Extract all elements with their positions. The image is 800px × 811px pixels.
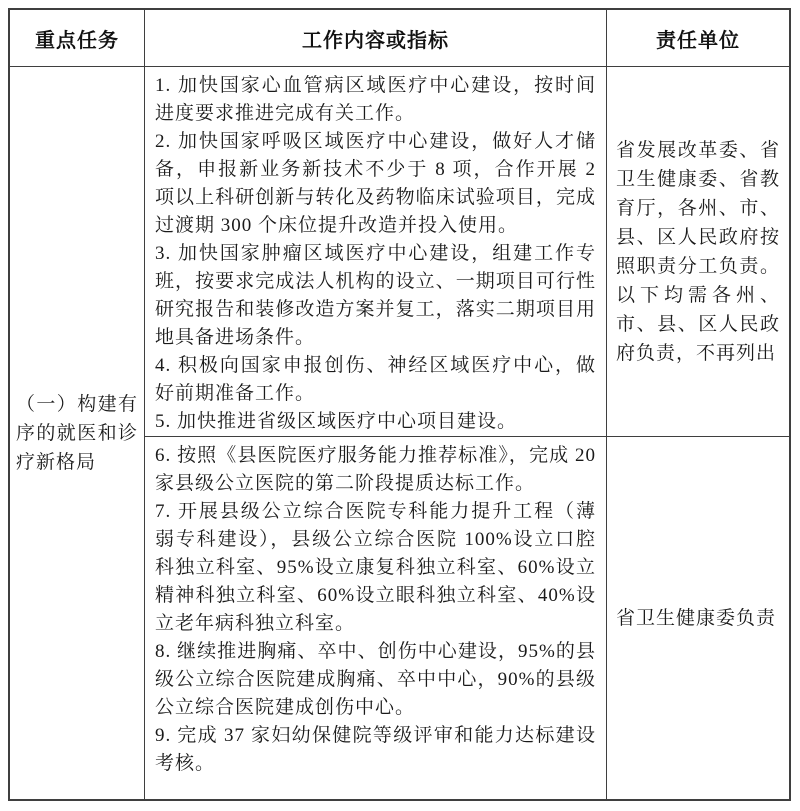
- work-item-4: 4. 积极向国家申报创伤、神经区域医疗中心，做好前期准备工作。: [155, 355, 596, 404]
- merged-cell-task-group: [10, 66, 144, 799]
- responsible-unit-text-row1: 省发展改革委、省卫生健康委、省教育厅，各州、市、县、区人民政府按照职责分工负责。以下均需各州、市、县、区人民政府负责，不再列出: [616, 139, 780, 364]
- responsible-unit-cell-row2: [606, 436, 789, 799]
- responsible-unit-text-row2: 省卫生健康委负责: [616, 607, 777, 629]
- header-label-key-tasks: 重点任务: [35, 29, 119, 52]
- header-cell-work-content: [144, 10, 606, 66]
- header-label-responsible-unit: 责任单位: [656, 29, 740, 52]
- work-item-1: 1. 加快国家心血管病区域医疗中心建设，按时间进度要求推进完成有关工作。: [155, 75, 596, 124]
- work-item-8: 8. 继续推进胸痛、卒中、创伤中心建设，95%的县级公立综合医院建成胸痛、卒中中心，90%的县级公立综合医院建成创伤中心。: [155, 641, 596, 718]
- task-assignment-table: [8, 8, 791, 801]
- work-item-3: 3. 加快国家肿瘤区域医疗中心建设，组建工作专班，按要求完成法人机构的设立、一期项目可行性研究报告和装修改造方案并复工，落实二期项目用地具备进场条件。: [155, 243, 596, 348]
- work-content-cell-row2: [144, 436, 606, 799]
- work-content-cell-row1: [144, 66, 606, 436]
- task-group-label: （一）构建有序的就医和诊疗新格局: [16, 393, 138, 473]
- header-label-work-content: 工作内容或指标: [302, 29, 449, 52]
- work-item-5: 5. 加快推进省级区域医疗中心项目建设。: [155, 411, 518, 432]
- header-cell-responsible-unit: [606, 10, 789, 66]
- work-item-6: 6. 按照《县医院医疗服务能力推荐标准》，完成 20 家县级公立医院的第二阶段提质达标工作。: [155, 445, 596, 494]
- work-item-2: 2. 加快国家呼吸区域医疗中心建设，做好人才储备，申报新业务新技术不少于 8 项，合作开展 2 项以上科研创新与转化及药物临床试验项目，完成过渡期 300 个床位提升改造并投入使用。: [155, 131, 596, 236]
- responsible-unit-cell-row1: [606, 66, 789, 436]
- work-item-7: 7. 开展县级公立综合医院专科能力提升工程（薄弱专科建设），县级公立综合医院 100%设立口腔科独立科室、95%设立康复科独立科室、60%设立精神科独立科室、60%设立眼科独立科室、40%设立老年病科独立科室。: [155, 501, 596, 634]
- work-item-9: 9. 完成 37 家妇幼保健院等级评审和能力达标建设考核。: [155, 725, 596, 774]
- header-cell-key-tasks: [10, 10, 144, 66]
